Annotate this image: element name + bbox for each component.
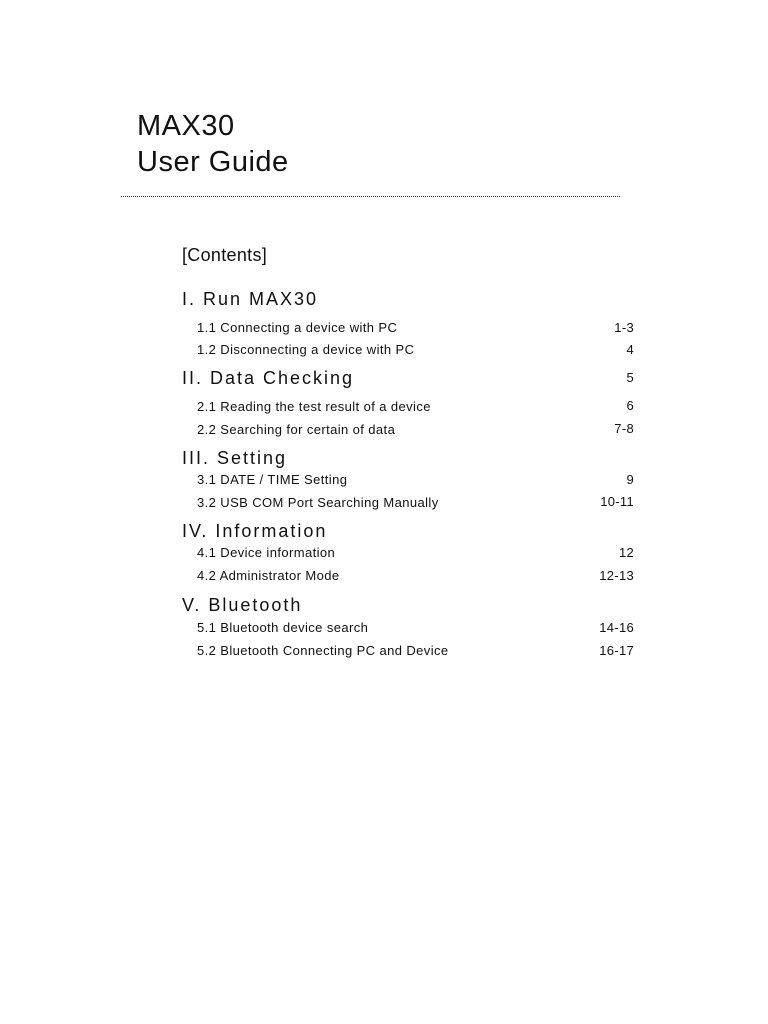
toc-page-1-1: 1-3 bbox=[614, 320, 634, 335]
toc-section-3-heading: III. Setting bbox=[182, 448, 288, 468]
toc-section-1-heading: I. Run MAX30 bbox=[182, 289, 319, 309]
toc-page-5-2: 16-17 bbox=[599, 643, 634, 658]
toc-page-2-1: 6 bbox=[626, 398, 634, 413]
toc-section-2-heading: II. Data Checking bbox=[182, 368, 355, 388]
dotted-divider bbox=[121, 196, 620, 197]
toc-entry-1-1: 1.1 Connecting a device with PC bbox=[197, 320, 398, 335]
toc-entry-5-1: 5.1 Bluetooth device search bbox=[197, 620, 369, 635]
toc-section-5-heading: V. Bluetooth bbox=[182, 595, 303, 615]
toc-page-1-2: 4 bbox=[626, 342, 634, 357]
toc-entry-3-2: 3.2 USB COM Port Searching Manually bbox=[197, 495, 439, 510]
toc-section-4-heading: IV. Information bbox=[182, 521, 328, 541]
toc-page-5-1: 14-16 bbox=[599, 620, 634, 635]
toc-page-3-2: 10-11 bbox=[600, 494, 634, 509]
title-line-1: MAX30 bbox=[137, 110, 235, 142]
document-title bbox=[137, 108, 289, 180]
toc-section-2-page: 5 bbox=[626, 370, 634, 385]
contents-heading: [Contents] bbox=[182, 245, 268, 265]
toc-entry-1-2: 1.2 Disconnecting a device with PC bbox=[197, 342, 415, 357]
toc-entry-4-1: 4.1 Device information bbox=[197, 545, 336, 560]
toc-page-3-1: 9 bbox=[626, 472, 634, 487]
title-line-2: User Guide bbox=[137, 146, 289, 178]
toc-entry-2-2: 2.2 Searching for certain of data bbox=[197, 422, 396, 437]
toc-page-4-2: 12-13 bbox=[599, 568, 634, 583]
toc-page-4-1: 12 bbox=[618, 545, 634, 560]
toc-entry-5-2: 5.2 Bluetooth Connecting PC and Device bbox=[197, 643, 449, 658]
toc-entry-2-1: 2.1 Reading the test result of a device bbox=[197, 399, 431, 414]
toc-entry-3-1: 3.1 DATE / TIME Setting bbox=[197, 472, 348, 487]
toc-entry-4-2: 4.2 Administrator Mode bbox=[197, 568, 340, 583]
toc-page-2-2: 7-8 bbox=[614, 421, 634, 436]
